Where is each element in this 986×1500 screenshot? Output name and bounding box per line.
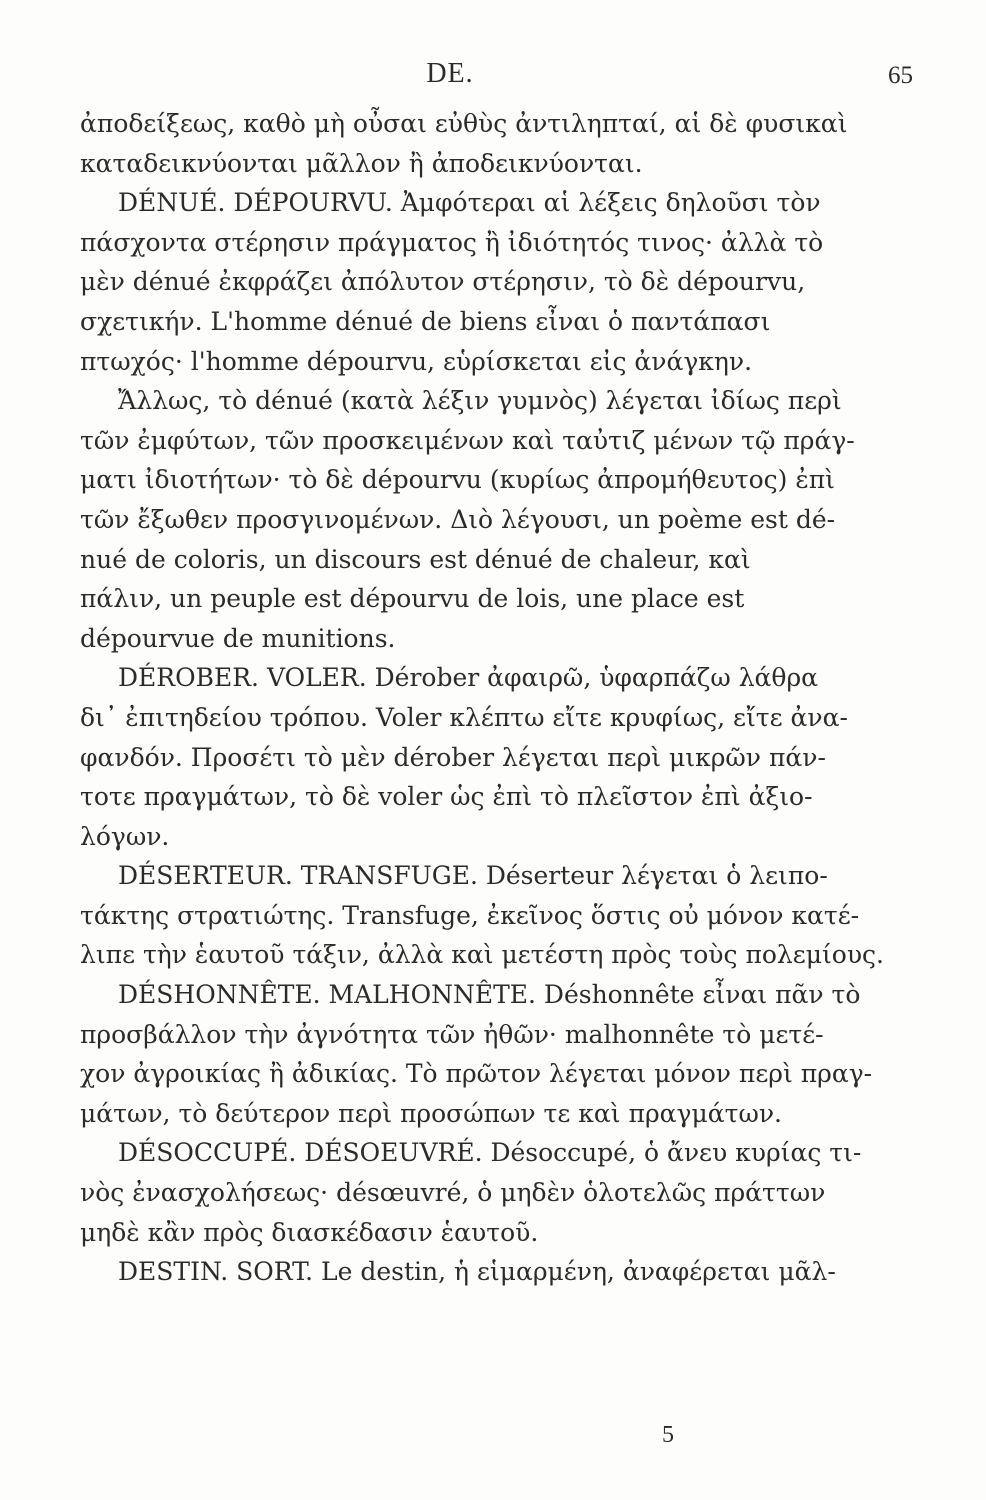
- text-line: τοτε πραγμάτων, τὸ δὲ voler ὡς ἐπὶ τὸ πλεῖστον ἐπὶ ἀξιο-: [80, 782, 813, 812]
- entry-destin-sort: DESTIN. SORT. Le destin, ἡ εἱμαρμένη, ἀναφέρεται μᾶλ-: [118, 1257, 836, 1287]
- text-line: nué de coloris, un discours est dénué de chaleur, καὶ: [80, 544, 751, 574]
- body-text: [80, 104, 884, 1292]
- text-line: σχετικήν. L'homme dénué de biens εἶναι ὁ παντάπασι: [80, 306, 771, 336]
- text-line: ματι ἰδιοτήτων· τὸ δὲ dépourvu (κυρίως ἀπρομήθευτος) ἐπὶ: [80, 465, 835, 495]
- running-head: DE.: [426, 58, 474, 89]
- page-header: [0, 58, 986, 98]
- text-line: νὸς ἐνασχολήσεως· désœuvré, ὁ μηδὲν ὁλοτελῶς πράττων: [80, 1178, 826, 1208]
- text-line: πτωχός· l'homme dépourvu, εὑρίσκεται εἰς ἀνάγκην.: [80, 346, 753, 376]
- text-line: μὲν dénué ἐκφράζει ἀπόλυτον στέρησιν, τὸ δὲ dépourvu,: [80, 267, 806, 297]
- text-line: τῶν ἐμφύτων, τῶν προσκειμένων καὶ ταὐτιζ μένων τῷ πράγ-: [80, 425, 855, 455]
- text-line: μηδὲ κἂν πρὸς διασκέδασιν ἑαυτοῦ.: [80, 1217, 539, 1247]
- text-line: πάσχοντα στέρησιν πράγματος ἢ ἰδιότητός τινος· ἀλλὰ τὸ: [80, 227, 824, 257]
- text-line: τῶν ἔξωθεν προσγινομένων. Διὸ λέγουσι, un poème est dé-: [80, 504, 836, 534]
- text-line: dépourvue de munitions.: [80, 623, 396, 653]
- text-line: δι᾽ ἐπιτηδείου τρόπου. Voler κλέπτω εἴτε κρυφίως, εἴτε ἀνα-: [80, 702, 848, 732]
- text-line: ἀποδείξεως, καθὸ μὴ οὖσαι εὐθὺς ἀντιληπταί, αἱ δὲ φυσικαὶ: [80, 109, 848, 138]
- text-line: καταδεικνύονται μᾶλλον ἢ ἀποδεικνύονται.: [80, 148, 643, 178]
- entry-denue-depourvu: DÉNUÉ. DÉPOURVU. Ἀμφότεραι αἱ λέξεις δηλοῦσι τὸν: [118, 188, 821, 218]
- text-line: χον ἀγροικίας ἢ ἀδικίας. Τὸ πρῶτον λέγεται μόνον περὶ πραγ-: [80, 1059, 873, 1089]
- entry-deserteur-transfuge: DÉSERTEUR. TRANSFUGE. Déserteur λέγεται ὁ λειπο-: [118, 861, 828, 891]
- text-line: τάκτης στρατιώτης. Transfuge, ἐκεῖνος ὅστις οὐ μόνον κατέ-: [80, 900, 860, 930]
- entry-desoccupe-desoeuvre: DÉSOCCUPÉ. DÉSOEUVRÉ. Désoccupé, ὁ ἄνευ κυρίας τι-: [118, 1138, 862, 1168]
- text-line: λόγων.: [80, 821, 170, 851]
- page-number: 65: [888, 62, 913, 89]
- text-line: λιπε τὴν ἑαυτοῦ τάξιν, ἀλλὰ καὶ μετέστη πρὸς τοὺς πολεμίους.: [80, 940, 884, 970]
- entry-deshonnete-malhonnete: DÉSHONNÊTE. MALHONNÊTE. Déshonnête εἶναι πᾶν τὸ: [118, 980, 861, 1010]
- signature-mark: 5: [662, 1422, 674, 1448]
- text-line: πάλιν, un peuple est dépourvu de lois, une place est: [80, 584, 745, 614]
- text-line: προσβάλλον τὴν ἀγνότητα τῶν ἠθῶν· malhonnête τὸ μετέ-: [80, 1019, 824, 1049]
- text-line: μάτων, τὸ δεύτερον περὶ προσώπων τε καὶ πραγμάτων.: [80, 1098, 782, 1128]
- entry-derober-voler: DÉROBER. VOLER. Dérober ἀφαιρῶ, ὑφαρπάζω λάθρα: [118, 663, 819, 693]
- text-line: φανδόν. Προσέτι τὸ μὲν dérober λέγεται περὶ μικρῶν πάν-: [80, 742, 826, 772]
- text-line: Ἄλλως, τὸ dénué (κατὰ λέξιν γυμνὸς) λέγεται ἰδίως περὶ: [118, 386, 842, 416]
